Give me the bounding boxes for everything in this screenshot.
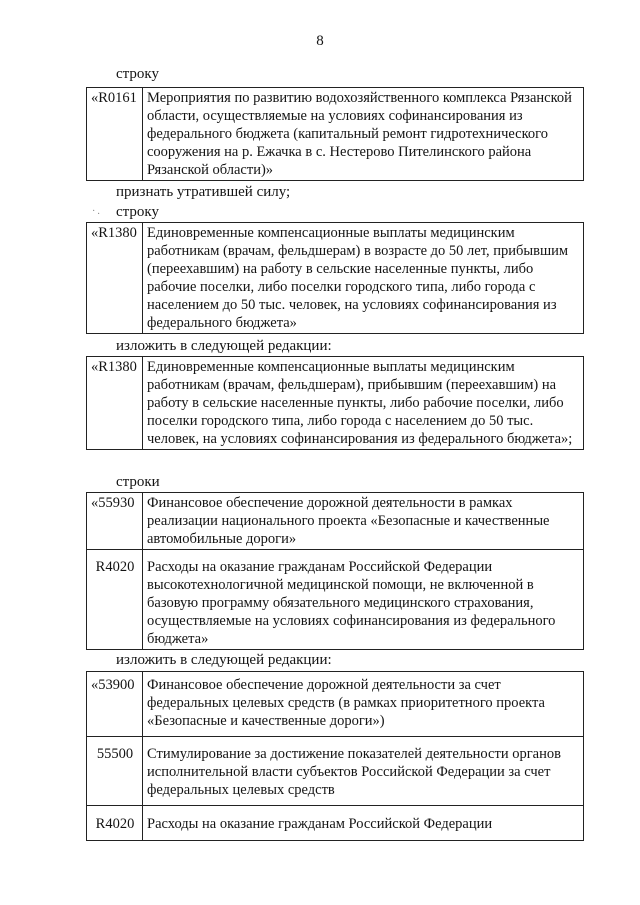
table-row: [87, 806, 584, 841]
row-text: Финансовое обеспечение дорожной деятельности за счет федеральных целевых средств (в рамках приоритетного проекта «Безопасные и качественные дороги»): [143, 672, 584, 737]
table-r1380-old: [86, 222, 584, 334]
table-row: [87, 550, 584, 650]
table-row: [87, 357, 584, 450]
table-row: [87, 88, 584, 181]
row-text: Финансовое обеспечение дорожной деятельности в рамках реализации национального проекта «Безопасные и качественные автомобильные дороги»: [143, 493, 584, 550]
table-r0161: [86, 87, 584, 181]
row-code: «53900: [87, 672, 143, 737]
row-text: Мероприятия по развитию водохозяйственного комплекса Рязанской области, осуществляемые на условиях софинансирования из федерального бюджета (капитальный ремонт гидротехнического сооружения на р. Ежачка в с. Нестерово Пителинского района Рязанской области)»: [143, 88, 584, 181]
row-text: Единовременные компенсационные выплаты медицинским работникам (врачам, фельдшерам), прибывшим (переехавшим) на работу в сельские населенные пункты, либо рабочие поселки, либо поселки городского типа, либо города с населением до 50 тыс. человек, на условиях софинансирования из федерального бюджета»;: [143, 357, 584, 450]
row-code: «R0161: [87, 88, 143, 181]
table-row: [87, 493, 584, 550]
instruction-restate: изложить в следующей редакции:: [116, 338, 332, 354]
row-text: Стимулирование за достижение показателей деятельности органов исполнительной власти субъектов Российской Федерации за счет федеральных целевых средств: [143, 737, 584, 806]
row-code: R4020: [87, 806, 143, 841]
table-row: [87, 737, 584, 806]
table-55930-r4020-old: [86, 492, 584, 650]
instruction-repeal: признать утратившей силу;: [116, 184, 291, 200]
table-53900-55500-r4020-new: [86, 671, 584, 841]
row-code: 55500: [87, 737, 143, 806]
row-code: «R1380: [87, 357, 143, 450]
row-text: Расходы на оказание гражданам Российской Федерации: [143, 806, 584, 841]
page-number: 8: [316, 33, 324, 49]
row-text: Единовременные компенсационные выплаты медицинским работникам (врачам, фельдшерам) в возрасте до 50 лет, прибывшим (переехавшим) на работу в сельские населенные пункты, либо рабочие поселки, либо поселки городского типа, либо города с населением до 50 тыс. человек, на условиях софинансирования из федерального бюджета»: [143, 223, 584, 334]
row-code: «55930: [87, 493, 143, 550]
instruction-restate-2: изложить в следующей редакции:: [116, 652, 332, 668]
row-code: R4020: [87, 550, 143, 650]
row-code: «R1380: [87, 223, 143, 334]
table-row: [87, 672, 584, 737]
section-label-row: строку: [116, 66, 159, 82]
table-row: [87, 223, 584, 334]
table-r1380-new: [86, 356, 584, 450]
scan-speck: ·.: [92, 206, 102, 217]
section-label-rows: строки: [116, 474, 160, 490]
row-text: Расходы на оказание гражданам Российской Федерации высокотехнологичной медицинской помощи, не включенной в базовую программу обязательного медицинского страхования, осуществляемые на условиях софинансирования из федерального бюджета»: [143, 550, 584, 650]
section-label-row-2: строку: [116, 204, 159, 220]
